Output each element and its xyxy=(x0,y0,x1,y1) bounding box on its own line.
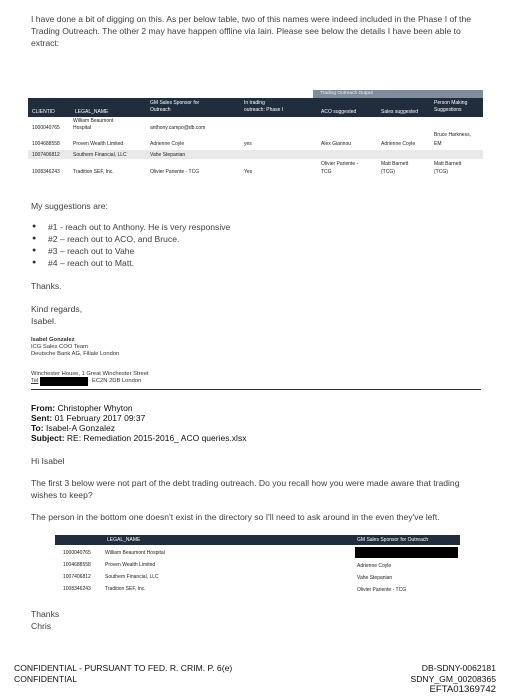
table1-r4-person-2: (TCG) xyxy=(434,169,448,175)
table1-r1-clientid: 1000040765 xyxy=(32,125,60,131)
table1-r4-aco-2: TCG xyxy=(321,169,332,175)
table2-r2-clientid: 1004688558 xyxy=(63,562,91,568)
email2-p1-line1: The first 3 below were not part of the debt trading outreach. Do you recall how you were made aware that trading xyxy=(31,478,460,488)
table1-r4-legalname: Tradition SEF, Inc. xyxy=(73,169,114,175)
signature-team: ICG Sales COO Team xyxy=(31,344,88,350)
table1-r2-sponsor: Adrienne Coyle xyxy=(150,141,185,147)
table1-col-sponsor-1: GM Sales Sponsor for xyxy=(150,100,200,106)
table2-r2-sponsor: Adrienne Coyle xyxy=(357,563,392,569)
closing2-thanks: Thanks xyxy=(31,609,60,619)
table1-r1-legalname-1: William Beaumont xyxy=(73,118,114,124)
header2-sent xyxy=(31,413,145,423)
closing2-name: Chris xyxy=(31,621,52,631)
closing1-thanks: Thanks. xyxy=(31,281,62,291)
table1-r2-person-1: Bruce Harkness, xyxy=(434,132,471,138)
closing1-kind-regards: Kind regards, xyxy=(31,304,83,314)
bullet-icon: ● xyxy=(32,235,37,242)
table1-col-trading-2: outreach: Phase I xyxy=(244,107,284,113)
table1-r2-person-2: EM xyxy=(434,141,442,147)
table2-col-legalname: LEGAL_NAME xyxy=(107,537,141,543)
table1-r2-sales: Adrienne Coyle xyxy=(381,141,416,147)
table1-r2-clientid: 1004688558 xyxy=(32,141,60,147)
email2-p1-line2: wishes to keep? xyxy=(31,490,93,500)
footer-bates-3: EFTA01369742 xyxy=(429,684,496,695)
bullet-icon: ● xyxy=(32,259,37,266)
signature-address: Winchester House, 1 Great Winchester Street xyxy=(31,371,149,377)
table2-r4-clientid: 1008346243 xyxy=(63,586,91,592)
table1-r3-legalname: Southern Financial, LLC xyxy=(73,152,127,158)
table1-group-header: Trading Outreach Output xyxy=(320,91,373,96)
footer-confidential-1: CONFIDENTIAL - PURSUANT TO FED. R. CRIM. P. 6(e) xyxy=(14,663,233,673)
table1-r4-clientid: 1008346243 xyxy=(32,169,60,175)
suggestions-heading: My suggestions are: xyxy=(31,201,108,211)
to-label: To: xyxy=(31,423,44,433)
table2-r2-legalname: Proven Wealth Limited xyxy=(105,562,156,568)
table2-r1-clientid: 1000040765 xyxy=(63,550,91,556)
separator-line xyxy=(31,389,481,390)
intro-line-3: extract: xyxy=(31,38,60,48)
table1-r2-legalname: Proven Wealth Limited xyxy=(73,141,124,147)
intro-line-2: Trading Outreach. The other 2 may have happen offline via Iain. Please see below the details I have been able to xyxy=(31,26,461,36)
signature-name: Isabel Gonzalez xyxy=(31,337,75,343)
to-value: Isabel-A Gonzalez xyxy=(45,423,115,433)
email2-greeting: Hi Isabel xyxy=(31,456,65,466)
bullet-icon: ● xyxy=(32,247,37,254)
table1-r2-trading: yes xyxy=(244,141,252,147)
table1-col-person-1: Person Making xyxy=(434,100,468,106)
table1-r4-sales-1: Matt Barnett xyxy=(381,161,409,167)
redaction-box xyxy=(40,377,88,386)
list-item: #1 - reach out to Anthony. He is very responsive xyxy=(48,222,231,232)
table1-col-person-2: Suggestions xyxy=(434,107,462,113)
list-item: #4 – reach out to Matt. xyxy=(48,258,134,268)
table1-col-legalname: LEGAL_NAME xyxy=(75,109,109,115)
table1-r4-trading: Yes xyxy=(244,169,253,175)
table1-col-aco: ACO suggested xyxy=(321,109,357,115)
table2-r3-legalname: Southern Financial, LLC xyxy=(105,574,159,580)
sent-label: Sent: xyxy=(31,413,53,423)
header2-from xyxy=(31,403,133,413)
table2-col-sponsor: GM Sales Sponsor for Outreach xyxy=(357,537,429,543)
list-item: #2 – reach out to ACO, and Bruce. xyxy=(48,234,180,244)
table2-r1-legalname: William Beaumont Hospital xyxy=(105,550,165,556)
from-value: Christopher Whyton xyxy=(57,403,133,413)
header2-subject xyxy=(31,433,246,443)
sent-value: 01 February 2017 09:37 xyxy=(54,413,146,423)
table1-r4-sales-2: (TCG) xyxy=(381,169,395,175)
table1-r3-sponsor: Vahe Stepanian xyxy=(150,152,186,158)
table2-r4-sponsor: Olivier Pariente - TCG xyxy=(357,587,407,593)
signature-tel-label: Tel xyxy=(31,378,39,384)
bullet-icon: ● xyxy=(32,223,37,230)
table1-col-sponsor-2: Outreach xyxy=(150,107,171,113)
table1-r1-legalname-2: Hospital xyxy=(73,125,92,131)
subject-label: Subject: xyxy=(31,433,65,443)
footer-confidential-2: CONFIDENTIAL xyxy=(14,674,78,684)
table1-col-clientid: CLIENTID xyxy=(32,109,55,115)
header2-to xyxy=(31,423,115,433)
table1-r4-sponsor: Olivier Pariente - TCG xyxy=(150,169,200,175)
list-item: #3 – reach out to Vahe xyxy=(48,246,135,256)
table1-r4-aco-1: Olivier Pariente - xyxy=(321,161,359,167)
table1-col-sales: Sales suggested xyxy=(381,109,418,115)
closing1-name: Isabel. xyxy=(31,316,57,326)
table2-r4-legalname: Tradition SEF, Inc. xyxy=(105,586,146,592)
signature-postcode: EC2N 2DB London xyxy=(92,378,142,384)
email2-p2: The person in the bottom one doesn't exist in the directory so I'll need to ask around in the even they've left. xyxy=(31,512,440,522)
footer-bates-2: SDNY_GM_00208365 xyxy=(410,674,496,684)
footer-bates-1: DB-SDNY-0062181 xyxy=(421,663,496,673)
table2-r3-sponsor: Vahe Stepanian xyxy=(357,575,393,581)
subject-value: RE: Remediation 2015-2016_ ACO queries.xlsx xyxy=(66,433,247,443)
table2-r3-clientid: 1007406812 xyxy=(63,574,91,580)
signature-bank: Deutsche Bank AG, Filiale London xyxy=(31,351,120,357)
table1-r1-sponsor: anthony.campo@db.com xyxy=(150,125,206,131)
table1-r2-aco: Alex Giannou xyxy=(321,141,352,147)
table1-r4-person-1: Matt Barnett xyxy=(434,161,462,167)
intro-line-1: I have done a bit of digging on this. As per below table, two of this names were indeed included in the Phase I of the xyxy=(31,14,471,24)
from-label: From: xyxy=(31,403,56,413)
table1-col-trading-1: In trading xyxy=(244,100,265,106)
table1-r3-clientid: 1007406812 xyxy=(32,152,60,158)
redaction-box xyxy=(355,547,458,558)
